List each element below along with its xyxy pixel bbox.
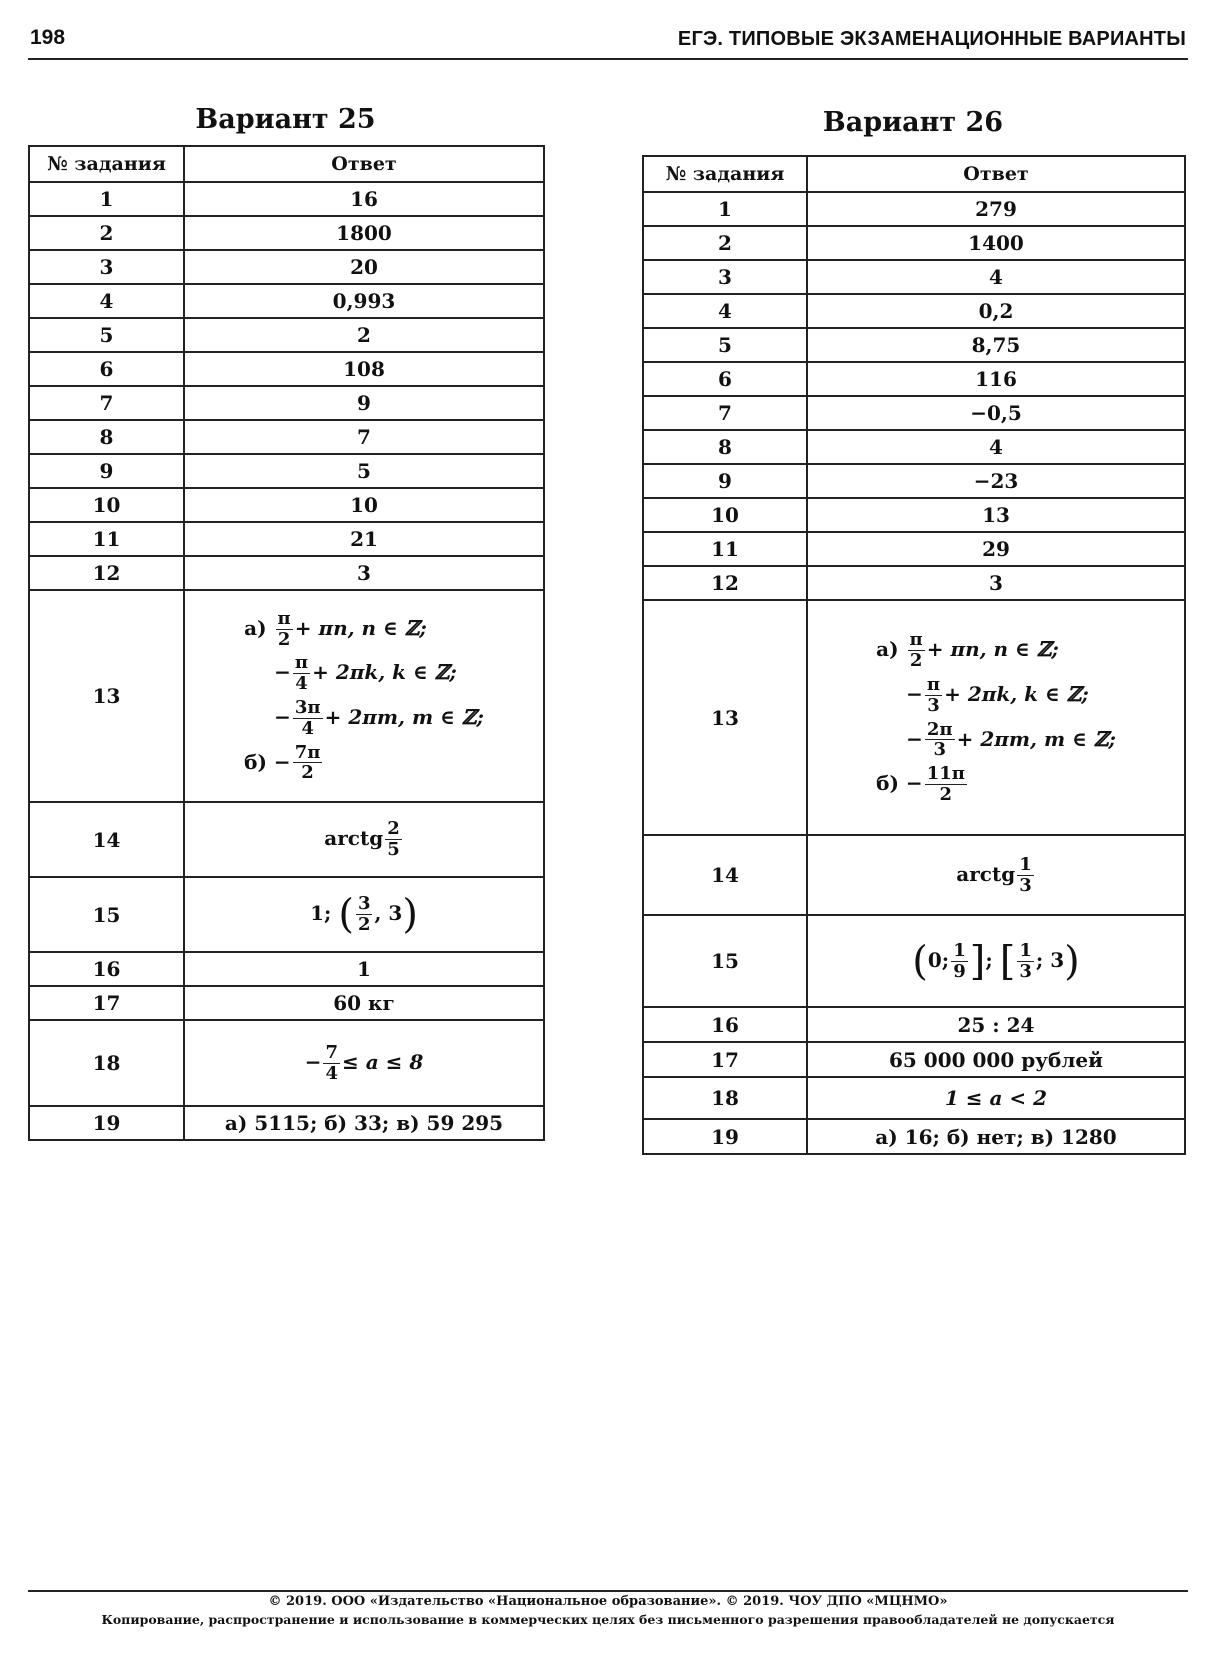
task-number: 13 <box>643 600 807 835</box>
task-number: 2 <box>643 226 807 260</box>
variant-26-title: Вариант 26 <box>822 107 1004 138</box>
answer-cell: 1400 <box>807 226 1185 260</box>
answer-cell <box>184 590 544 802</box>
task-number: 18 <box>29 1020 184 1106</box>
table-row <box>29 802 544 877</box>
minus-sign: − <box>905 770 923 795</box>
answer-cell: 1 ≤ a < 2 <box>807 1077 1185 1119</box>
answer-part-label: б) <box>244 749 267 774</box>
answer-cell: 60 кг <box>184 986 544 1020</box>
table-row <box>643 396 1185 430</box>
open-bracket: [ <box>999 938 1016 984</box>
task-number: 2 <box>29 216 184 250</box>
fraction-denominator: 3 <box>1019 960 1032 982</box>
task-number: 1 <box>643 192 807 226</box>
task-number: 15 <box>643 915 807 1007</box>
fraction-numerator: π <box>277 607 291 629</box>
fraction-denominator: 2 <box>939 783 953 805</box>
task-number: 4 <box>29 284 184 318</box>
answer-cell <box>807 835 1185 915</box>
table-row <box>643 1007 1185 1042</box>
task-number: 6 <box>643 362 807 396</box>
table-row <box>643 294 1185 328</box>
task-number: 8 <box>29 420 184 454</box>
task-number: 12 <box>643 566 807 600</box>
fraction-denominator: 2 <box>301 762 314 784</box>
answer-cell: 21 <box>184 522 544 556</box>
open-paren: ( <box>338 891 354 938</box>
answer-cell: 0,2 <box>807 294 1185 328</box>
answer-text: , 3 <box>374 901 403 925</box>
answer-cell <box>184 877 544 952</box>
answer-cell: а) 5115; б) 33; в) 59 295 <box>184 1106 544 1140</box>
fraction-numerator: 7π <box>294 741 321 763</box>
variant-26-table <box>642 155 1186 1155</box>
table-row <box>29 590 544 802</box>
minus-sign: − <box>274 660 291 685</box>
task-number: 16 <box>643 1007 807 1042</box>
table-row <box>29 488 544 522</box>
page-number: 198 <box>30 26 66 49</box>
table-row <box>29 182 544 216</box>
footer-notice: Копирование, распространение и использование в коммерческих целях без письменного разрешения правообладателей не допускается <box>101 1612 1115 1627</box>
task-number: 5 <box>643 328 807 362</box>
task-number: 11 <box>29 522 184 556</box>
answer-cell: 4 <box>807 260 1185 294</box>
task-number: 11 <box>643 532 807 566</box>
task-number: 3 <box>29 250 184 284</box>
answer-cell: 2 <box>184 318 544 352</box>
table-row <box>643 835 1185 915</box>
fraction-numerator: 1 <box>1019 853 1032 875</box>
table-row <box>29 877 544 952</box>
task-number: 10 <box>643 498 807 532</box>
table-row <box>29 556 544 590</box>
task-number: 5 <box>29 318 184 352</box>
header-divider <box>28 58 1188 60</box>
close-paren: ) <box>402 891 418 938</box>
table-row <box>29 250 544 284</box>
fraction-numerator: 11π <box>926 763 965 785</box>
task-number: 10 <box>29 488 184 522</box>
table-row <box>643 566 1185 600</box>
answer-cell: 29 <box>807 532 1185 566</box>
task-number: 14 <box>29 802 184 877</box>
task-number: 4 <box>643 294 807 328</box>
table-row <box>29 1106 544 1140</box>
answer-text: + 2πm, m ∈ ℤ; <box>324 704 484 729</box>
task-number: 17 <box>643 1042 807 1077</box>
answer-cell: 7 <box>184 420 544 454</box>
task-number: 8 <box>643 430 807 464</box>
answer-cell: 10 <box>184 488 544 522</box>
answer-cell: 108 <box>184 352 544 386</box>
answer-part-label: б) <box>876 770 899 795</box>
answer-cell: 1800 <box>184 216 544 250</box>
table-row <box>29 454 544 488</box>
close-bracket: ] <box>969 938 986 984</box>
minus-sign: − <box>906 681 923 706</box>
answer-cell: −23 <box>807 464 1185 498</box>
answer-text: + πn, n ∈ ℤ; <box>926 637 1059 662</box>
answer-text: ≤ a ≤ 8 <box>342 1049 424 1074</box>
table-row <box>643 600 1185 835</box>
fraction-denominator: 9 <box>953 960 966 982</box>
task-number: 14 <box>643 835 807 915</box>
answer-cell: 5 <box>184 454 544 488</box>
answer-cell: 1 <box>184 952 544 986</box>
table-row <box>29 986 544 1020</box>
answer-cell: 16 <box>184 182 544 216</box>
variant-25-table <box>28 145 545 1141</box>
answer-cell: 3 <box>184 556 544 590</box>
answer-cell: 9 <box>184 386 544 420</box>
variant-25-title: Вариант 25 <box>195 104 376 135</box>
answer-part-label: а) <box>244 615 267 640</box>
task-number: 16 <box>29 952 184 986</box>
fraction-denominator: 4 <box>301 717 315 739</box>
task-number: 6 <box>29 352 184 386</box>
fraction-denominator: 3 <box>1019 874 1032 896</box>
task-number: 13 <box>29 590 184 802</box>
column-header-answer: Ответ <box>184 146 544 182</box>
fraction-numerator: π <box>909 629 923 651</box>
table-row <box>29 952 544 986</box>
table-row <box>29 352 544 386</box>
answer-text: + 2πm, m ∈ ℤ; <box>956 726 1116 751</box>
answer-cell: 20 <box>184 250 544 284</box>
task-number: 7 <box>29 386 184 420</box>
minus-sign: − <box>273 749 291 774</box>
answer-cell: 3 <box>807 566 1185 600</box>
fraction-denominator: 4 <box>295 673 308 695</box>
answer-cell <box>807 600 1185 835</box>
fraction-denominator: 3 <box>933 739 947 761</box>
task-number: 9 <box>29 454 184 488</box>
answer-text: + 2πk, k ∈ ℤ; <box>944 681 1089 706</box>
fraction-denominator: 4 <box>325 1062 338 1084</box>
table-row <box>643 260 1185 294</box>
fraction-numerator: 1 <box>953 939 966 961</box>
answer-text: ; 3 <box>1035 947 1065 972</box>
table-row <box>29 522 544 556</box>
answer-text: 0; <box>927 947 950 972</box>
answer-text: + 2πk, k ∈ ℤ; <box>312 660 457 685</box>
footer-divider <box>28 1590 1188 1592</box>
table-row <box>643 192 1185 226</box>
answer-cell: а) 16; б) нет; в) 1280 <box>807 1119 1185 1154</box>
table-row <box>29 284 544 318</box>
fraction-denominator: 2 <box>357 914 371 935</box>
table-row <box>643 498 1185 532</box>
answer-cell <box>807 915 1185 1007</box>
answer-cell: 4 <box>807 430 1185 464</box>
table-row <box>29 386 544 420</box>
fraction-numerator: π <box>926 673 941 695</box>
answer-cell <box>184 802 544 877</box>
task-number: 7 <box>643 396 807 430</box>
task-number: 3 <box>643 260 807 294</box>
task-number: 15 <box>29 877 184 952</box>
table-row <box>643 915 1185 1007</box>
answer-cell: −0,5 <box>807 396 1185 430</box>
answer-text: 1; <box>310 901 332 925</box>
table-row <box>643 430 1185 464</box>
close-paren: ) <box>1064 938 1080 984</box>
answer-text: + πn, n ∈ ℤ; <box>294 615 427 640</box>
column-header-task-number: № задания <box>643 156 807 192</box>
task-number: 12 <box>29 556 184 590</box>
answer-cell: 25 : 24 <box>807 1007 1185 1042</box>
task-number: 18 <box>643 1077 807 1119</box>
task-number: 9 <box>643 464 807 498</box>
fraction-numerator: 2 <box>387 818 400 840</box>
table-row <box>643 328 1185 362</box>
fraction-numerator: 3 <box>357 893 371 915</box>
table-row <box>643 464 1185 498</box>
open-paren: ( <box>912 938 928 984</box>
answer-text: ; <box>985 947 993 972</box>
answer-cell <box>184 1020 544 1106</box>
task-number: 1 <box>29 182 184 216</box>
task-number: 19 <box>29 1106 184 1140</box>
fraction-numerator: 3π <box>294 697 321 718</box>
table-row <box>643 1077 1185 1119</box>
table-row <box>29 318 544 352</box>
fraction-denominator: 3 <box>927 694 940 716</box>
column-header-task-number: № задания <box>29 146 184 182</box>
fraction-numerator: π <box>294 652 309 674</box>
column-header-answer: Ответ <box>807 156 1185 192</box>
table-row <box>643 226 1185 260</box>
fraction-denominator: 2 <box>909 650 923 672</box>
answer-cell: 116 <box>807 362 1185 396</box>
fraction-numerator: 1 <box>1019 939 1032 961</box>
table-row <box>643 362 1185 396</box>
running-header-title: ЕГЭ. ТИПОВЫЕ ЭКЗАМЕНАЦИОННЫЕ ВАРИАНТЫ <box>677 28 1186 50</box>
answer-cell: 8,75 <box>807 328 1185 362</box>
fraction-numerator: 7 <box>325 1041 338 1063</box>
answer-part-label: а) <box>876 637 899 662</box>
minus-sign: − <box>274 704 291 729</box>
table-row <box>29 420 544 454</box>
answer-cell: 0,993 <box>184 284 544 318</box>
answer-cell: 65 000 000 рублей <box>807 1042 1185 1077</box>
answer-text: arctg <box>956 861 1016 886</box>
answer-cell: 279 <box>807 192 1185 226</box>
answer-cell: 13 <box>807 498 1185 532</box>
fraction-denominator: 5 <box>387 839 400 860</box>
footer-copyright: © 2019. ООО «Издательство «Национальное образование». © 2019. ЧОУ ДПО «МЦНМО» <box>268 1594 948 1609</box>
minus-sign: − <box>304 1049 322 1074</box>
table-row <box>643 1119 1185 1154</box>
table-row <box>643 1042 1185 1077</box>
minus-sign: − <box>906 726 923 751</box>
table-row <box>29 216 544 250</box>
table-row <box>643 532 1185 566</box>
answer-text: arctg <box>324 826 384 850</box>
table-row <box>29 1020 544 1106</box>
fraction-numerator: 2π <box>926 718 953 740</box>
fraction-denominator: 2 <box>277 628 291 650</box>
task-number: 17 <box>29 986 184 1020</box>
task-number: 19 <box>643 1119 807 1154</box>
